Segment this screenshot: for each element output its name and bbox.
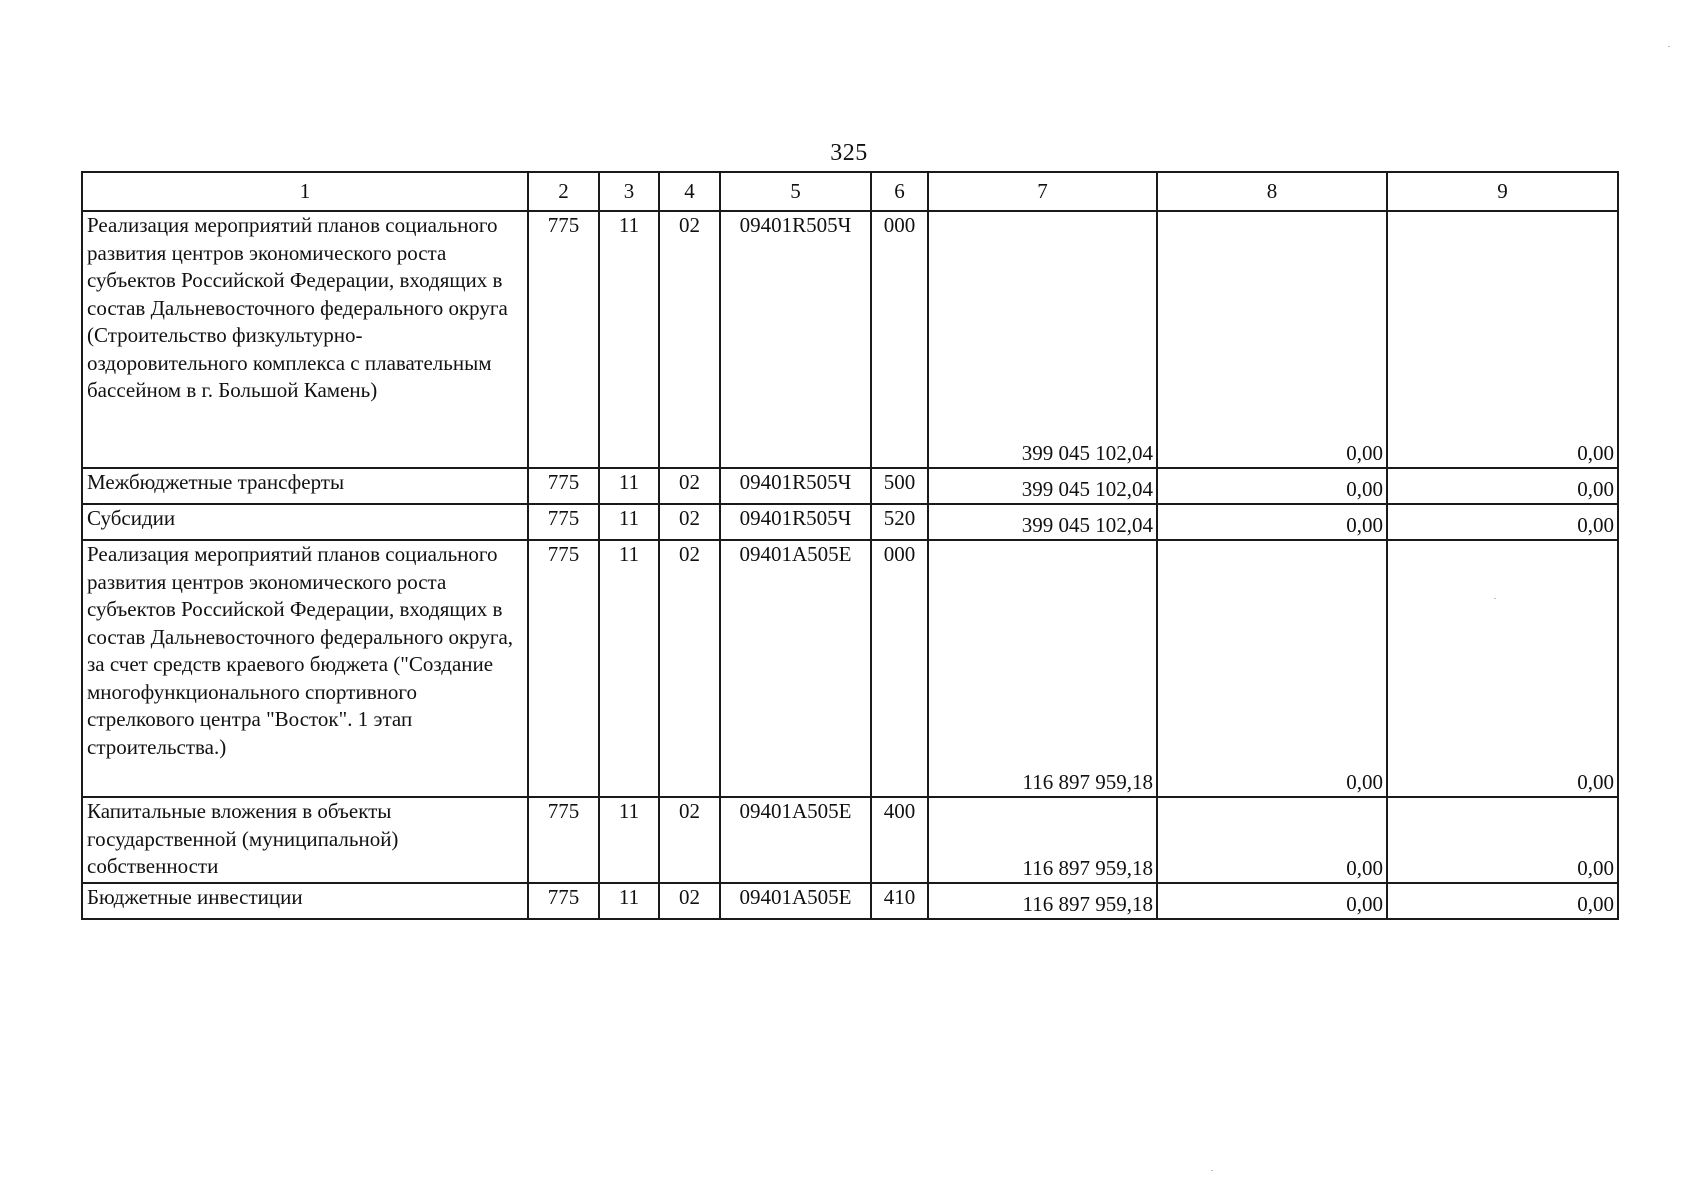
column-header-6: 6	[871, 172, 928, 211]
row-code-4: 02	[659, 504, 720, 540]
column-header-9: 9	[1387, 172, 1618, 211]
row-code-2: 775	[528, 468, 599, 504]
scan-speck	[1494, 598, 1496, 599]
table-row	[82, 797, 1618, 883]
table-row	[82, 883, 1618, 919]
page-number: 325	[830, 140, 868, 166]
column-header-1: 1	[82, 172, 528, 211]
row-amount-8: 0,00	[1157, 211, 1387, 468]
row-code-4: 02	[659, 468, 720, 504]
column-header-4: 4	[659, 172, 720, 211]
row-name: Капитальные вложения в объекты государственной (муниципальной) собственности	[82, 797, 528, 883]
row-code-3: 11	[599, 468, 659, 504]
row-amount-9: 0,00	[1387, 540, 1618, 797]
row-code-5: 09401R505Ч	[720, 211, 871, 468]
column-header-5: 5	[720, 172, 871, 211]
row-code-5: 09401A505E	[720, 540, 871, 797]
row-amount-9: 0,00	[1387, 211, 1618, 468]
row-name: Реализация мероприятий планов социального развития центров экономического роста субъектов Российской Федерации, входящих в состав Дальневосточного федерального округа (Строительство физкультурно-оздоровительного комплекса с плавательным бассейном в г. Большой Камень)	[82, 211, 528, 468]
row-amount-7: 116 897 959,18	[928, 883, 1157, 919]
row-code-6: 400	[871, 797, 928, 883]
table-row	[82, 468, 1618, 504]
row-code-5: 09401A505E	[720, 883, 871, 919]
row-code-5: 09401R505Ч	[720, 504, 871, 540]
row-code-6: 000	[871, 211, 928, 468]
scan-speck	[1211, 1170, 1213, 1171]
scan-speck	[1668, 46, 1670, 47]
row-code-5: 09401R505Ч	[720, 468, 871, 504]
row-code-3: 11	[599, 797, 659, 883]
table-row	[82, 504, 1618, 540]
row-code-5: 09401A505E	[720, 797, 871, 883]
row-code-6: 500	[871, 468, 928, 504]
table-row	[82, 540, 1618, 797]
row-amount-8: 0,00	[1157, 883, 1387, 919]
row-amount-9: 0,00	[1387, 468, 1618, 504]
row-code-4: 02	[659, 211, 720, 468]
column-header-3: 3	[599, 172, 659, 211]
row-code-4: 02	[659, 883, 720, 919]
row-code-3: 11	[599, 883, 659, 919]
row-amount-7: 399 045 102,04	[928, 504, 1157, 540]
row-amount-7: 116 897 959,18	[928, 797, 1157, 883]
row-amount-9: 0,00	[1387, 504, 1618, 540]
table-header-row	[82, 172, 1618, 211]
row-amount-8: 0,00	[1157, 504, 1387, 540]
column-header-8: 8	[1157, 172, 1387, 211]
row-amount-9: 0,00	[1387, 883, 1618, 919]
row-amount-9: 0,00	[1387, 797, 1618, 883]
row-amount-8: 0,00	[1157, 797, 1387, 883]
row-code-3: 11	[599, 211, 659, 468]
row-amount-8: 0,00	[1157, 468, 1387, 504]
row-code-2: 775	[528, 540, 599, 797]
column-header-7: 7	[928, 172, 1157, 211]
row-amount-7: 399 045 102,04	[928, 468, 1157, 504]
row-name: Субсидии	[82, 504, 528, 540]
row-code-2: 775	[528, 211, 599, 468]
column-header-2: 2	[528, 172, 599, 211]
row-code-6: 520	[871, 504, 928, 540]
row-code-4: 02	[659, 797, 720, 883]
row-amount-7: 399 045 102,04	[928, 211, 1157, 468]
table-row	[82, 211, 1618, 468]
row-code-6: 410	[871, 883, 928, 919]
row-code-6: 000	[871, 540, 928, 797]
row-amount-7: 116 897 959,18	[928, 540, 1157, 797]
row-code-2: 775	[528, 504, 599, 540]
row-name: Бюджетные инвестиции	[82, 883, 528, 919]
row-name: Реализация мероприятий планов социального развития центров экономического роста субъектов Российской Федерации, входящих в состав Дальневосточного федерального округа, за счет средств краевого бюджета ("Создание многофункционального спортивного стрелкового центра "Восток". 1 этап строительства.)	[82, 540, 528, 797]
row-name: Межбюджетные трансферты	[82, 468, 528, 504]
row-amount-8: 0,00	[1157, 540, 1387, 797]
row-code-3: 11	[599, 540, 659, 797]
row-code-2: 775	[528, 797, 599, 883]
row-code-4: 02	[659, 540, 720, 797]
row-code-3: 11	[599, 504, 659, 540]
budget-table	[81, 171, 1619, 920]
row-code-2: 775	[528, 883, 599, 919]
